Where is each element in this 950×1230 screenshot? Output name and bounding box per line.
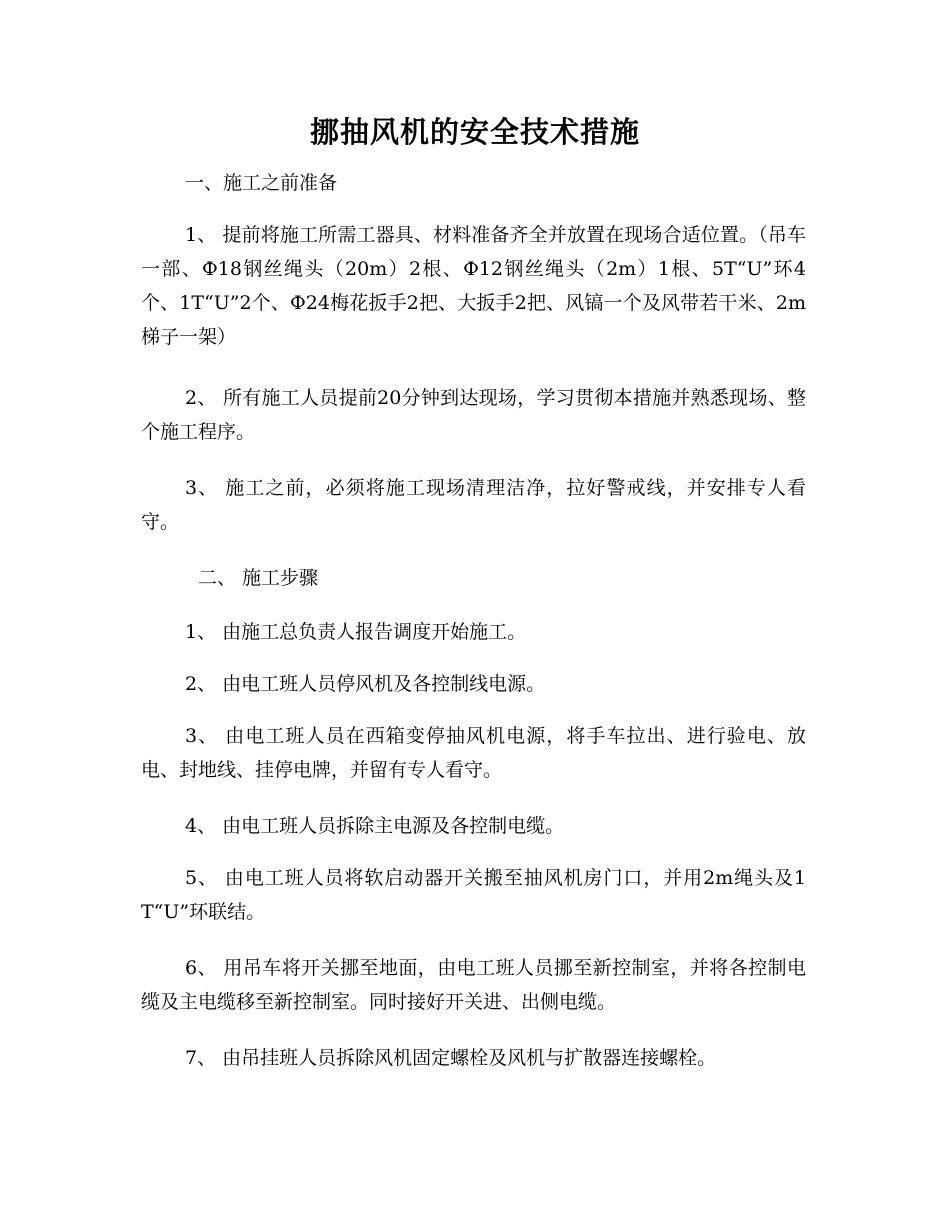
paragraph-step-6: 6、 用吊车将开关挪至地面，由电工班人员挪至新控制室，并将各控制电缆及主电缆移至新控制室。同时接好开关进、出侧电缆。 [141,957,806,1013]
document-title: 挪抽风机的安全技术措施 [309,115,640,149]
paragraph-prep-2: 2、 所有施工人员提前20分钟到达现场，学习贯彻本措施并熟悉现场、整个施工程序。 [141,387,806,443]
paragraph-step-3: 3、 由电工班人员在西箱变停抽风机电源，将手车拉出、进行验电、放电、封地线、挂停电牌，并留有专人看守。 [141,725,806,781]
paragraph-prep-1: 1、 提前将施工所需工器具、材料准备齐全并放置在现场合适位置。（吊车一部、Ф18钢丝绳头（20m）2根、Ф12钢丝绳头（2m）1根、5T“U”环4个、1T“U”2个、Ф24梅花扳手2把、大扳手2把、风镐一个及风带若干米、2m梯子一架） [141,224,806,348]
section-heading-steps: 二、 施工步骤 [198,567,319,589]
paragraph-step-1: 1、 由施工总负责人报告调度开始施工。 [185,621,527,643]
paragraph-prep-3: 3、 施工之前，必须将施工现场清理洁净，拉好警戒线，并安排专人看守。 [141,477,806,533]
section-heading-preparation: 一、施工之前准备 [185,172,338,194]
paragraph-step-4: 4、 由电工班人员拆除主电源及各控制电缆。 [185,815,565,837]
paragraph-step-5: 5、 由电工班人员将软启动器开关搬至抽风机房门口，并用2m绳头及1T“U”环联结。 [141,867,806,923]
paragraph-step-7: 7、 由吊挂班人员拆除风机固定螺栓及风机与扩散器连接螺栓。 [185,1047,717,1069]
paragraph-step-2: 2、 由电工班人员停风机及各控制线电源。 [185,673,546,695]
